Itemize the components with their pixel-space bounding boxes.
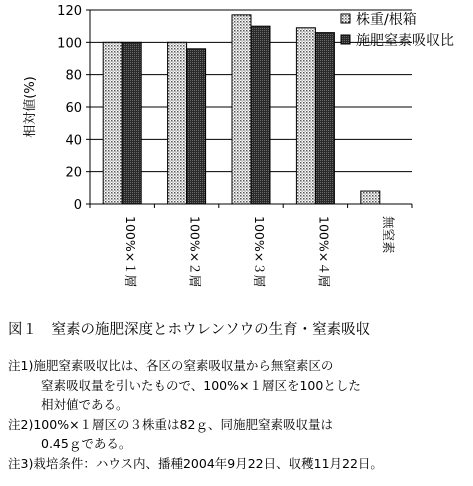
bars bbox=[103, 15, 380, 204]
x-tick-label: 100%×１層 bbox=[123, 216, 139, 288]
y-tick-label: 20 bbox=[65, 165, 82, 181]
bar-plant-weight-0 bbox=[103, 42, 122, 204]
note-1-line-1: 注1)施肥窒素吸収比は、各区の窒素吸収量から無窒素区の bbox=[8, 358, 334, 373]
legend-swatch bbox=[341, 35, 350, 44]
bar-plant-weight-1 bbox=[168, 42, 187, 204]
x-tick-labels bbox=[123, 216, 396, 287]
bar-plant-weight-2 bbox=[232, 15, 251, 204]
legend-swatch bbox=[341, 14, 350, 23]
legend-label: 株重/根箱 bbox=[356, 12, 417, 28]
bar-n-uptake-2 bbox=[251, 26, 270, 204]
x-tick-label: 100%×３層 bbox=[252, 216, 267, 288]
note-2-line-2: 0.45ｇである。 bbox=[41, 436, 132, 451]
y-tick-label: 0 bbox=[73, 198, 82, 213]
bar-n-uptake-3 bbox=[315, 33, 334, 204]
y-axis-label: 相対値(%) bbox=[23, 76, 38, 138]
y-tick-label: 40 bbox=[65, 133, 82, 149]
bar-plant-weight-4 bbox=[361, 191, 380, 204]
y-tick-label: 120 bbox=[57, 4, 82, 19]
figure-caption: 図１ 窒素の施肥深度とホウレンソウの生育・窒素吸収 bbox=[8, 322, 371, 338]
notes bbox=[8, 356, 383, 473]
bar-plant-weight-3 bbox=[296, 28, 315, 204]
x-tick-label: 100%×２層 bbox=[187, 216, 203, 288]
y-tick-label: 60 bbox=[65, 101, 82, 116]
x-tick-label: 100%×４層 bbox=[316, 216, 332, 288]
y-tick-label: 100 bbox=[57, 36, 82, 52]
note-1-line-3: 相対値である。 bbox=[41, 397, 129, 412]
note-2-line-1: 注2)100%×１層区の３株重は82ｇ、同施肥窒素吸収量は bbox=[8, 416, 333, 432]
note-3-line-1: 注3)栽培条件：ハウス内、播種2004年9月22日、収穫11月22日。 bbox=[8, 455, 383, 471]
legend bbox=[341, 11, 454, 49]
bar-n-uptake-1 bbox=[187, 49, 206, 204]
legend-label: 施肥窒素吸収比 bbox=[356, 33, 454, 49]
x-tick-label: 無窒素 bbox=[380, 216, 396, 254]
y-tick-label: 80 bbox=[65, 68, 82, 84]
y-tick-labels bbox=[57, 4, 90, 213]
bar-n-uptake-0 bbox=[122, 42, 141, 204]
note-1-line-2: 窒素吸収量を引いたもので、100%×１層区を100とした bbox=[41, 377, 361, 393]
